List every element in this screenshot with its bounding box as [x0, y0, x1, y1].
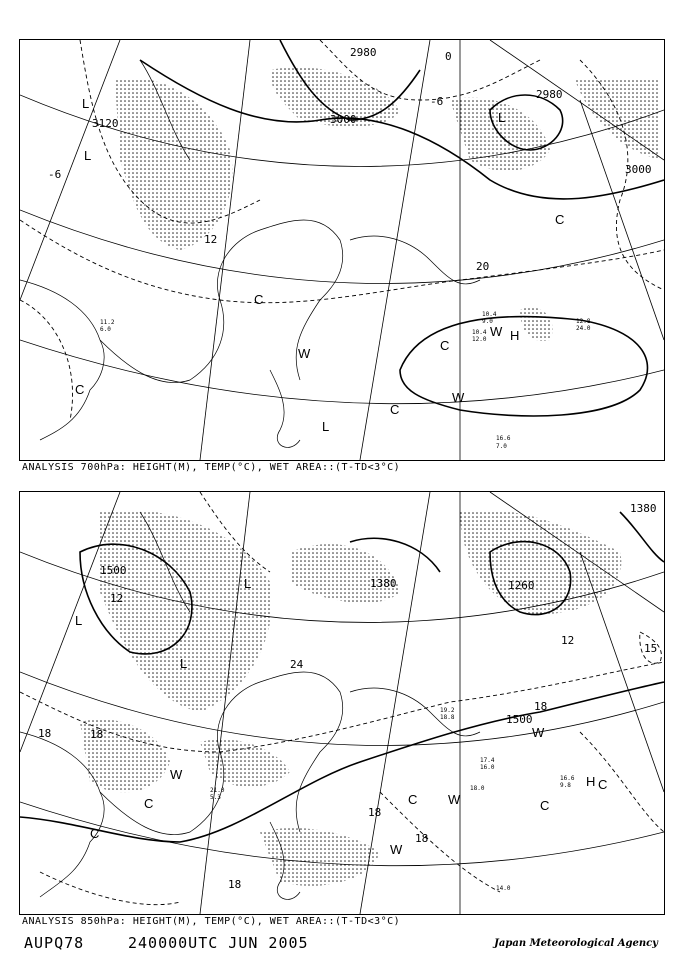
cold-mark: C [144, 796, 154, 811]
station-value: 10.4 [472, 329, 487, 336]
chart-code: AUPQ78 [24, 934, 85, 952]
warm-mark: W [298, 346, 311, 361]
cold-mark: C [408, 792, 418, 807]
height-label: 1380 [630, 502, 657, 515]
temp-label: 18 [38, 727, 52, 740]
low-mark: L [82, 96, 90, 111]
height-label: 1260 [508, 579, 535, 592]
high-mark: H [510, 328, 520, 343]
temp-label: 18 [534, 700, 548, 713]
cold-mark: C [540, 798, 550, 813]
height-label: 3000 [625, 163, 652, 176]
low-mark: L [75, 613, 83, 628]
map-850-svg [20, 492, 664, 914]
warm-mark: W [532, 725, 545, 740]
cold-mark: C [75, 382, 85, 397]
warm-mark: W [448, 792, 461, 807]
low-mark: L [180, 656, 188, 671]
station-value: 19.2 [440, 707, 455, 714]
warm-mark: W [490, 324, 503, 339]
height-label: 1380 [370, 577, 397, 590]
high-mark: H [586, 774, 596, 789]
station-value: 7.0 [496, 443, 507, 450]
temp-label: 15 [644, 642, 658, 655]
warm-mark: W [452, 390, 465, 405]
analysis-map-850hpa [19, 491, 665, 915]
map-700-svg [20, 40, 664, 460]
temp-label: 18 [415, 832, 429, 845]
station-value: 10.4 [482, 311, 497, 318]
height-label: 1500 [100, 564, 127, 577]
temp-label: 18 [228, 878, 242, 891]
station-value: 21.0 [210, 787, 225, 794]
height-label: 2980 [350, 46, 377, 59]
temp-label: 12 [561, 634, 575, 647]
low-mark: L [322, 419, 330, 434]
station-value: 18.0 [470, 785, 485, 792]
low-mark: L [498, 110, 506, 125]
cold-mark: C [598, 777, 608, 792]
station-value: 9.0 [482, 318, 493, 325]
station-value: 9.8 [560, 782, 571, 789]
temp-label: 24 [290, 658, 304, 671]
wet-area-850 [80, 510, 621, 886]
low-mark: L [244, 576, 252, 591]
coastlines-700 [20, 60, 480, 447]
station-value: 12.8 [576, 318, 591, 325]
station-value: 14.0 [496, 885, 511, 892]
station-value: 18.8 [440, 714, 455, 721]
warm-mark: W [390, 842, 403, 857]
station-value: 6.0 [100, 326, 111, 333]
station-value: 17.4 [480, 757, 495, 764]
station-value: 5.3 [210, 794, 221, 801]
height-label: 2980 [536, 88, 563, 101]
low-mark: L [84, 148, 92, 163]
temp-label: 12 [204, 233, 218, 246]
temp-label: 18 [368, 806, 382, 819]
warm-mark: W [170, 767, 183, 782]
temp-label: -6 [430, 95, 444, 108]
temp-label: -6 [48, 168, 62, 181]
station-value: 11.2 [100, 319, 115, 326]
cold-mark: C [254, 292, 264, 307]
cold-mark: C [555, 212, 565, 227]
temp-label: 12 [110, 592, 124, 605]
cold-mark: C [440, 338, 450, 353]
temp-label: 0 [445, 50, 452, 63]
station-value: 24.0 [576, 325, 591, 332]
height-label: 1500 [506, 713, 533, 726]
temp-label: 20 [476, 260, 490, 273]
station-value: 16.6 [560, 775, 575, 782]
height-label: 3000 [330, 113, 357, 126]
wet-area-700 [115, 67, 660, 341]
station-value: 12.0 [472, 336, 487, 343]
analysis-map-700hpa [19, 39, 665, 461]
station-value: 16.0 [480, 764, 495, 771]
cold-mark: C [390, 402, 400, 417]
station-value: 16.6 [496, 435, 511, 442]
temp-label: 18 [90, 728, 104, 741]
cold-mark: C [90, 826, 100, 841]
valid-time: 240000UTC JUN 2005 [128, 934, 309, 952]
caption-700hpa: ANALYSIS 700hPa: HEIGHT(M), TEMP(°C), WET AREA::(T-TD<3°C) [22, 462, 401, 473]
height-label: 3120 [92, 117, 119, 130]
caption-850hpa: ANALYSIS 850hPa: HEIGHT(M), TEMP(°C), WET AREA::(T-TD<3°C) [22, 916, 401, 927]
agency-credit: Japan Meteorological Agency [494, 938, 658, 949]
